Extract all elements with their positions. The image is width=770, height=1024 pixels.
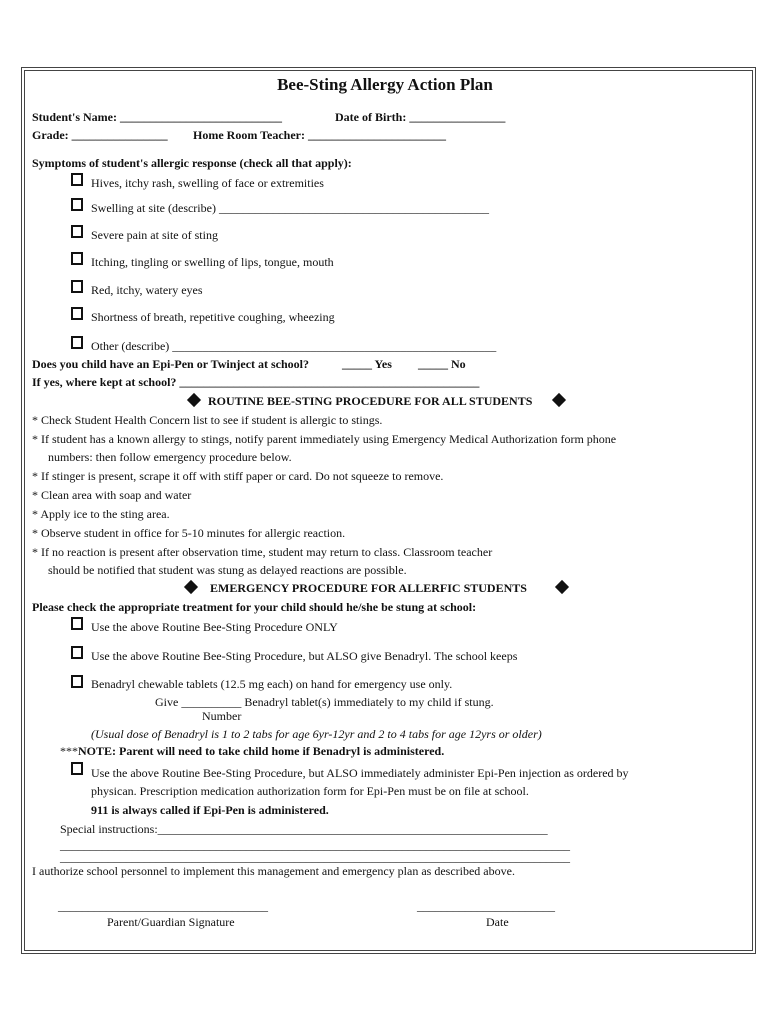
- routine-line: * Apply ice to the sting area.: [32, 507, 170, 521]
- routine-header: ROUTINE BEE-STING PROCEDURE FOR ALL STUDENTS: [208, 394, 533, 408]
- special-instructions-field[interactable]: Special instructions:_________________________________________________________________: [60, 822, 548, 836]
- routine-line: * Clean area with soap and water: [32, 488, 192, 502]
- date-label: Date: [486, 915, 509, 929]
- symptom-checkbox-pain[interactable]: [71, 225, 83, 238]
- symptom-label-swelling: Swelling at site (describe) _____________________________________________: [91, 201, 489, 215]
- epipen-location-field[interactable]: If yes, where kept at school? __________________________________________________: [32, 375, 480, 389]
- symptom-checkbox-other[interactable]: [71, 336, 83, 349]
- treatment-label-epipen: Use the above Routine Bee-Sting Procedure, but ALSO immediately administer Epi-Pen injection as ordered by: [91, 766, 629, 780]
- benadryl-dose-field[interactable]: Give __________ Benadryl tablet(s) immediately to my child if stung.: [155, 695, 494, 709]
- symptom-label-breath: Shortness of breath, repetitive coughing, wheezing: [91, 310, 335, 324]
- special-instructions-line[interactable]: _____________________________________________________________________________________: [60, 838, 570, 852]
- symptom-checkbox-swelling[interactable]: [71, 198, 83, 211]
- student-name-field[interactable]: Student's Name: ___________________________: [32, 110, 283, 124]
- note-line: [60, 744, 444, 758]
- treatment-label-benadryl-tablets: Benadryl chewable tablets (12.5 mg each) on hand for emergency use only.: [91, 677, 453, 691]
- grade-field[interactable]: Grade: ________________: [32, 128, 168, 142]
- symptom-label-itching: Itching, tingling or swelling of lips, tongue, mouth: [91, 255, 334, 269]
- dose-number-label: Number: [202, 709, 242, 723]
- treatment-checkbox-benadryl-tablets[interactable]: [71, 675, 83, 688]
- symptom-label-other: Other (describe) ______________________________________________________: [91, 339, 497, 353]
- page-title: Bee-Sting Allergy Action Plan: [277, 75, 493, 94]
- epipen-question: Does you child have an Epi-Pen or Twinject at school?: [32, 357, 310, 371]
- treatment-checkbox-routine[interactable]: [71, 617, 83, 630]
- date-line[interactable]: _______________________: [417, 899, 555, 913]
- treatment-label-benadryl: Use the above Routine Bee-Sting Procedure, but ALSO give Benadryl. The school keeps: [91, 649, 518, 663]
- routine-line: * Observe student in office for 5-10 minutes for allergic reaction.: [32, 526, 346, 540]
- dob-field[interactable]: Date of Birth: ________________: [335, 110, 506, 124]
- symptom-checkbox-eyes[interactable]: [71, 280, 83, 293]
- symptom-checkbox-itching[interactable]: [71, 252, 83, 265]
- note-prefix: ***: [60, 744, 78, 758]
- signature-line[interactable]: ___________________________________: [58, 899, 268, 913]
- routine-line: should be notified that student was stung as delayed reactions are possible.: [48, 563, 407, 577]
- symptom-checkbox-hives[interactable]: [71, 173, 83, 186]
- treatment-label-epipen-cont: physican. Prescription medication authorization form for Epi-Pen must be on file at school.: [91, 784, 529, 798]
- routine-line: * If student has a known allergy to stings, notify parent immediately using Emergency Medical Authorization form phone: [32, 432, 617, 446]
- treatment-checkbox-epipen[interactable]: [71, 762, 83, 775]
- call-911-note: 911 is always called if Epi-Pen is administered.: [91, 803, 329, 817]
- symptom-label-eyes: Red, itchy, watery eyes: [91, 283, 203, 297]
- treatment-label-routine: Use the above Routine Bee-Sting Procedure ONLY: [91, 620, 338, 634]
- epipen-no-field[interactable]: _____ No: [418, 357, 466, 371]
- routine-line: * If stinger is present, scrape it off with stiff paper or card. Do not squeeze to remove.: [32, 469, 444, 483]
- symptom-checkbox-breath[interactable]: [71, 307, 83, 320]
- routine-line: numbers: then follow emergency procedure below.: [48, 450, 292, 464]
- routine-line: * Check Student Health Concern list to see if student is allergic to stings.: [32, 413, 383, 427]
- epipen-yes-field[interactable]: _____ Yes: [342, 357, 392, 371]
- authorization-statement: I authorize school personnel to implement this management and emergency plan as described above.: [32, 864, 515, 878]
- signature-label: Parent/Guardian Signature: [107, 915, 235, 929]
- treatment-checkbox-benadryl[interactable]: [71, 646, 83, 659]
- symptom-label-hives: Hives, itchy rash, swelling of face or extremities: [91, 176, 324, 190]
- teacher-field[interactable]: Home Room Teacher: _______________________: [193, 128, 446, 142]
- treatment-instruction: Please check the appropriate treatment for your child should he/she be stung at school:: [32, 600, 477, 614]
- symptoms-header: Symptoms of student's allergic response (check all that apply):: [32, 156, 352, 170]
- emergency-header: EMERGENCY PROCEDURE FOR ALLERFIC STUDENTS: [210, 581, 527, 595]
- symptom-label-pain: Severe pain at site of sting: [91, 228, 218, 242]
- routine-line: * If no reaction is present after observation time, student may return to class. Classroom teacher: [32, 545, 493, 559]
- note-text: NOTE: Parent will need to take child home if Benadryl is administered.: [78, 744, 445, 758]
- special-instructions-line[interactable]: _____________________________________________________________________________________: [60, 850, 570, 864]
- usual-dose-note: (Usual dose of Benadryl is 1 to 2 tabs for age 6yr-12yr and 2 to 4 tabs for age 12yrs or older): [91, 727, 542, 741]
